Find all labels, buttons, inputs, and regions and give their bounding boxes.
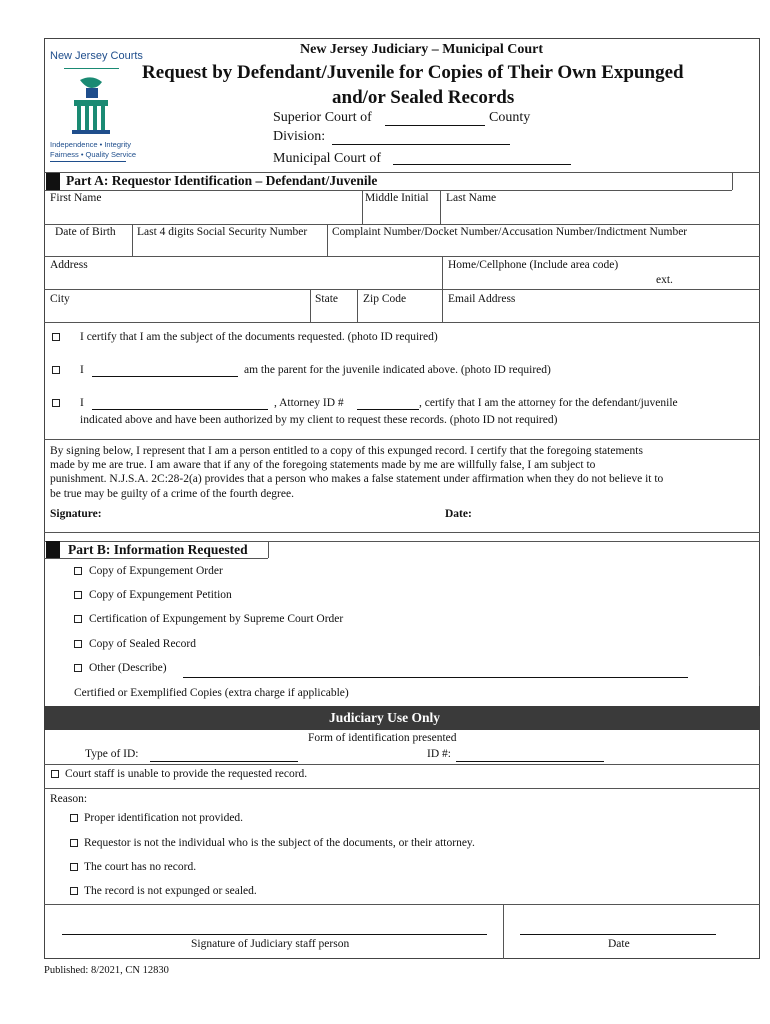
statement-line-4: be true may be guilty of a crime of the fourth degree. (50, 488, 294, 500)
option-expungement-petition: Copy of Expungement Petition (89, 589, 232, 601)
part-b-marker (46, 541, 60, 558)
phone-label: Home/Cellphone (Include area code) (448, 259, 619, 271)
option-expungement-petition-checkbox[interactable] (74, 591, 82, 599)
reason-not-expunged: The record is not expunged or sealed. (84, 885, 257, 897)
cert-parent-text: am the parent for the juvenile indicated above. (photo ID required) (244, 364, 551, 376)
option-certification: Certification of Expungement by Supreme Court Order (89, 613, 344, 625)
address-label: Address (50, 259, 88, 271)
option-sealed-record-checkbox[interactable] (74, 640, 82, 648)
reason-id-checkbox[interactable] (70, 814, 78, 822)
option-other: Other (Describe) (89, 662, 167, 674)
staff-signature-label: Signature of Judiciary staff person (191, 938, 350, 950)
id-number-label: ID #: (427, 748, 451, 760)
logo-tagline-1: Independence • Integrity (50, 140, 132, 149)
division-label: Division: (273, 129, 326, 144)
first-name-label: First Name (50, 192, 102, 204)
cert-parent-i: I (80, 364, 84, 376)
cert-attorney-text: , certify that I am the attorney for the defendant/juvenile (419, 397, 678, 409)
last-name-label: Last Name (446, 192, 497, 204)
other-describe-field[interactable] (183, 677, 688, 678)
municipal-court-field[interactable] (393, 164, 571, 165)
email-label: Email Address (448, 293, 516, 305)
option-other-checkbox[interactable] (74, 664, 82, 672)
judiciary-heading: Judiciary Use Only (329, 710, 441, 725)
superior-court-label: Superior Court of (273, 110, 372, 125)
option-certification-checkbox[interactable] (74, 615, 82, 623)
reason-not-expunged-checkbox[interactable] (70, 887, 78, 895)
type-id-label: Type of ID: (85, 748, 139, 760)
cert-attorney-text-2: indicated above and have been authorized by my client to request these records. (photo ID not required) (80, 414, 558, 426)
division-field[interactable] (332, 144, 510, 145)
logo-name: New Jersey Courts (50, 50, 143, 62)
attorney-name-field[interactable] (92, 409, 268, 410)
reason-no-record-checkbox[interactable] (70, 863, 78, 871)
option-expungement-order: Copy of Expungement Order (89, 565, 223, 577)
form-title-line2: and/or Sealed Records (332, 87, 515, 108)
nj-courts-logo (46, 44, 143, 164)
staff-signature-field[interactable] (62, 934, 487, 935)
part-b-heading: Part B: Information Requested (68, 542, 248, 557)
courthouse-figure-icon (68, 74, 114, 136)
superior-court-field[interactable] (385, 125, 485, 126)
staff-date-field[interactable] (520, 934, 716, 935)
staff-date-label: Date (608, 938, 630, 950)
date-label[interactable]: Date: (445, 508, 472, 520)
part-a-marker (46, 173, 60, 190)
id-number-field[interactable] (456, 761, 604, 762)
cert-parent-checkbox[interactable] (52, 366, 60, 374)
city-label: City (50, 293, 70, 305)
agency-title: New Jersey Judiciary – Municipal Court (300, 42, 544, 57)
reason-id: Proper identification not provided. (84, 812, 244, 824)
statement-line-2: made by me are true. I am aware that if any of the foregoing statements made by me are willfully false, I am subject to (50, 459, 596, 471)
cert-attorney-i: I (80, 397, 84, 409)
state-label: State (315, 293, 338, 305)
reason-no-record: The court has no record. (84, 861, 197, 873)
unable-text: Court staff is unable to provide the requested record. (65, 768, 308, 780)
cert-attorney-id-label: , Attorney ID # (274, 397, 344, 409)
type-id-field[interactable] (150, 761, 298, 762)
dob-label: Date of Birth (55, 226, 116, 238)
ssn-label: Last 4 digits Social Security Number (137, 226, 308, 238)
municipal-court-label: Municipal Court of (273, 151, 382, 166)
option-expungement-order-checkbox[interactable] (74, 567, 82, 575)
option-sealed-record: Copy of Sealed Record (89, 638, 196, 650)
unable-checkbox[interactable] (51, 770, 59, 778)
cert-subject-text: I certify that I am the subject of the documents requested. (photo ID required) (80, 331, 438, 343)
complaint-number-label: Complaint Number/Docket Number/Accusation Number/Indictment Number (332, 226, 688, 238)
phone-ext-label: ext. (656, 274, 673, 286)
parent-name-field[interactable] (92, 376, 238, 377)
reason-not-subject-checkbox[interactable] (70, 839, 78, 847)
middle-initial-label: Middle Initial (365, 192, 429, 204)
logo-tagline-2: Fairness • Quality Service (50, 150, 136, 159)
certified-copies-note: Certified or Exemplified Copies (extra charge if applicable) (74, 687, 349, 699)
county-label: County (489, 110, 531, 125)
reason-not-subject: Requestor is not the individual who is the subject of the documents, or their attorney. (84, 837, 475, 849)
part-a-heading: Part A: Requestor Identification – Defendant/Juvenile (66, 173, 378, 188)
statement-line-3: punishment. N.J.S.A. 2C:28-2(a) provides that a person who makes a false statement under affirmation when they do not believe it to (50, 473, 664, 485)
reason-label: Reason: (50, 793, 88, 805)
cert-subject-checkbox[interactable] (52, 333, 60, 341)
statement-line-1: By signing below, I represent that I am a person entitled to a copy of this expunged record. I certify that the foregoing statements (50, 445, 643, 457)
attorney-id-field[interactable] (357, 409, 419, 410)
form-title-line1: Request by Defendant/Juvenile for Copies of Their Own Expunged (142, 62, 684, 83)
cert-attorney-checkbox[interactable] (52, 399, 60, 407)
published-note: Published: 8/2021, CN 12830 (44, 965, 169, 976)
signature-label[interactable]: Signature: (50, 508, 102, 520)
form-id-label: Form of identification presented (308, 732, 457, 744)
zip-label: Zip Code (363, 293, 407, 305)
